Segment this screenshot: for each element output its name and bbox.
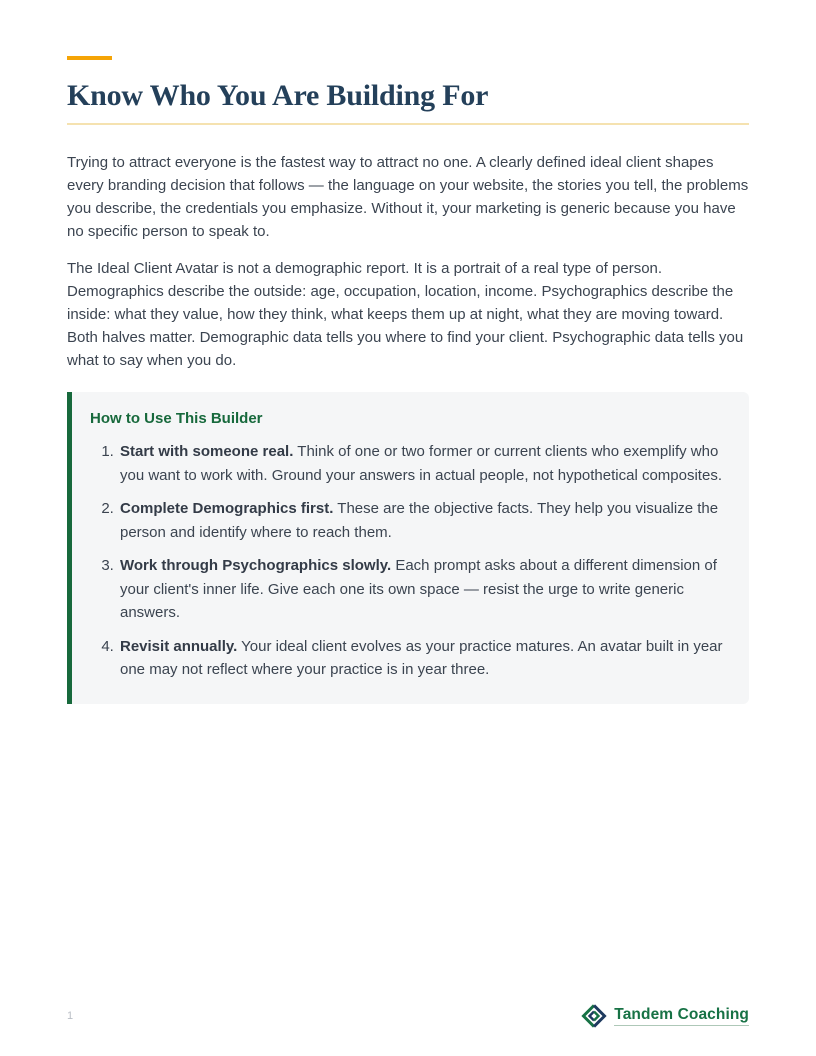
list-item (118, 635, 727, 682)
list-item-text: Think of one or two former or current clients who exemplify who you want to work with. Ground your answers in actual people, not hypothetical composites. (120, 443, 722, 484)
title-divider (67, 123, 749, 125)
intro-paragraph-2: The Ideal Client Avatar is not a demographic report. It is a portrait of a real type of person. Demographics describe the outside: age, occupation, location, income. Psychographics describe the inside: what they value, how they think, what keeps them up at night, what they are moving toward. Both halves matter. Demographic data tells you where to find your client. Psychographic data tells you what to say when you do. (67, 260, 744, 369)
how-to-use-callout (67, 392, 749, 704)
list-item-text: Each prompt asks about a different dimension of your client's inner life. Give each one its own space — resist the urge to write generic answers. (120, 557, 717, 621)
list-item-text: Your ideal client evolves as your practice matures. An avatar built in year one may not reflect where your practice is in year three. (120, 637, 723, 678)
list-item (118, 554, 727, 625)
brand-logo (581, 1003, 749, 1029)
list-item-text: These are the objective facts. They help you visualize the person and identify where to reach them. (120, 500, 719, 541)
list-item-lead: Complete Demographics first. (120, 500, 334, 517)
page-title: Know Who You Are Building For (67, 79, 489, 112)
list-item-lead: Start with someone real. (120, 443, 294, 460)
page-footer (67, 1001, 749, 1031)
accent-bar (67, 56, 112, 60)
page-number: 1 (67, 1010, 74, 1022)
tandem-diamond-icon (581, 1003, 607, 1029)
list-item-lead: Work through Psychographics slowly. (120, 557, 392, 574)
callout-heading: How to Use This Builder (90, 410, 263, 427)
list-item (118, 440, 727, 487)
list-item (118, 497, 727, 544)
list-item-lead: Revisit annually. (120, 637, 238, 655)
callout-list (90, 440, 727, 682)
brand-name: Tandem Coaching (614, 1006, 749, 1026)
intro-paragraph-1: Trying to attract everyone is the fastest way to attract no one. A clearly defined ideal client shapes every branding decision that follows — the language on your website, the stories you tell, the problems you describe, the credentials you emphasize. Without it, your marketing is generic because you have no specific person to speak to. (67, 154, 749, 240)
